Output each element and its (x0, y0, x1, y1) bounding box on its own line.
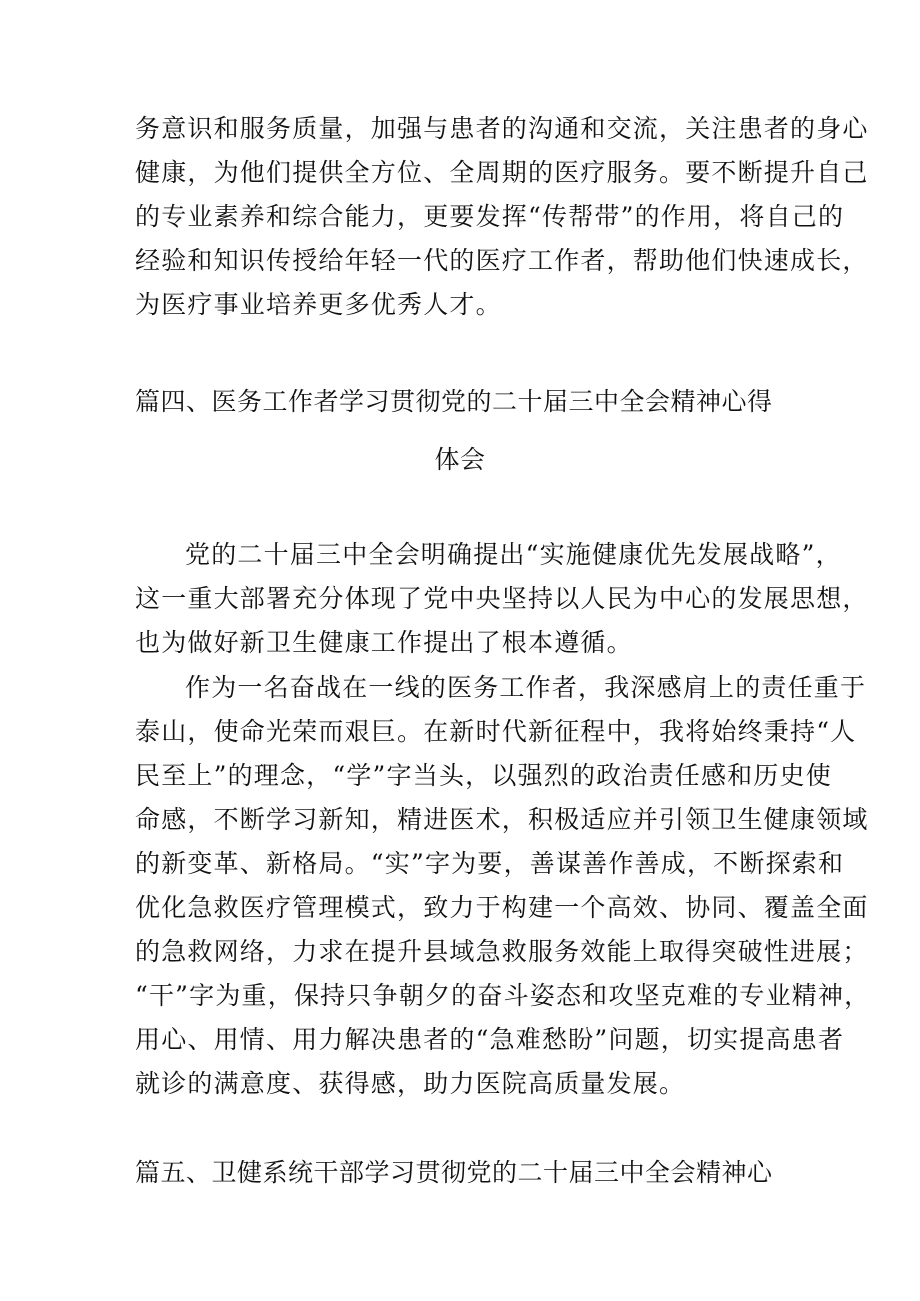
paragraph-line: 民至上”的理念，“学”字当头，以强烈的政治责任感和历史使 (135, 761, 832, 790)
paragraph-line: 也为做好新卫生健康工作提出了根本遵循。 (135, 628, 633, 657)
paragraph-line: 的专业素养和综合能力，更要发挥“传帮带”的作用，将自己的 (135, 202, 845, 231)
section-4-title-line-1: 篇四、医务工作者学习贯彻党的二十届三中全会精神心得 (135, 387, 773, 416)
section-4-title-line-2: 体会 (434, 445, 486, 474)
paragraph-line: 命感，不断学习新知，精进医术，积极适应并引领卫生健康领域 (135, 805, 869, 834)
paragraph-line: 这一重大部署充分体现了党中央坚持以人民为中心的发展思想， (135, 584, 869, 613)
paragraph-line: 的急救网络，力求在提升县域急救服务效能上取得突破性进展； (135, 937, 869, 966)
paragraph-line: 健康，为他们提供全方位、全周期的医疗服务。要不断提升自己 (135, 158, 869, 187)
paragraph-line: 就诊的满意度、获得感，助力医院高质量发展。 (135, 1069, 686, 1098)
paragraph-line: 作为一名奋战在一线的医务工作者，我深感肩上的责任重于 (185, 673, 867, 702)
paragraph-line: 为医疗事业培养更多优秀人才。 (135, 290, 502, 319)
paragraph-line: 务意识和服务质量，加强与患者的沟通和交流，关注患者的身心 (135, 114, 869, 143)
paragraph-line: 优化急救医疗管理模式，致力于构建一个高效、协同、覆盖全面 (135, 893, 869, 922)
paragraph-line: 经验和知识传授给年轻一代的医疗工作者，帮助他们快速成长， (135, 246, 869, 275)
paragraph-line: “干”字为重，保持只争朝夕的奋斗姿态和攻坚克难的专业精神， (135, 981, 871, 1010)
paragraph-line: 用心、用情、用力解决患者的“急难愁盼”问题，切实提高患者 (135, 1025, 845, 1054)
section-5-title-line-1: 篇五、卫健系统干部学习贯彻党的二十届三中全会精神心 (135, 1158, 773, 1187)
paragraph-line: 党的二十届三中全会明确提出“实施健康优先发展战略”， (185, 540, 842, 569)
paragraph-line: 的新变革、新格局。“实”字为要，善谋善作善成，不断探索和 (135, 849, 845, 878)
paragraph-line: 泰山，使命光荣而艰巨。在新时代新征程中，我将始终秉持“人 (135, 717, 857, 746)
